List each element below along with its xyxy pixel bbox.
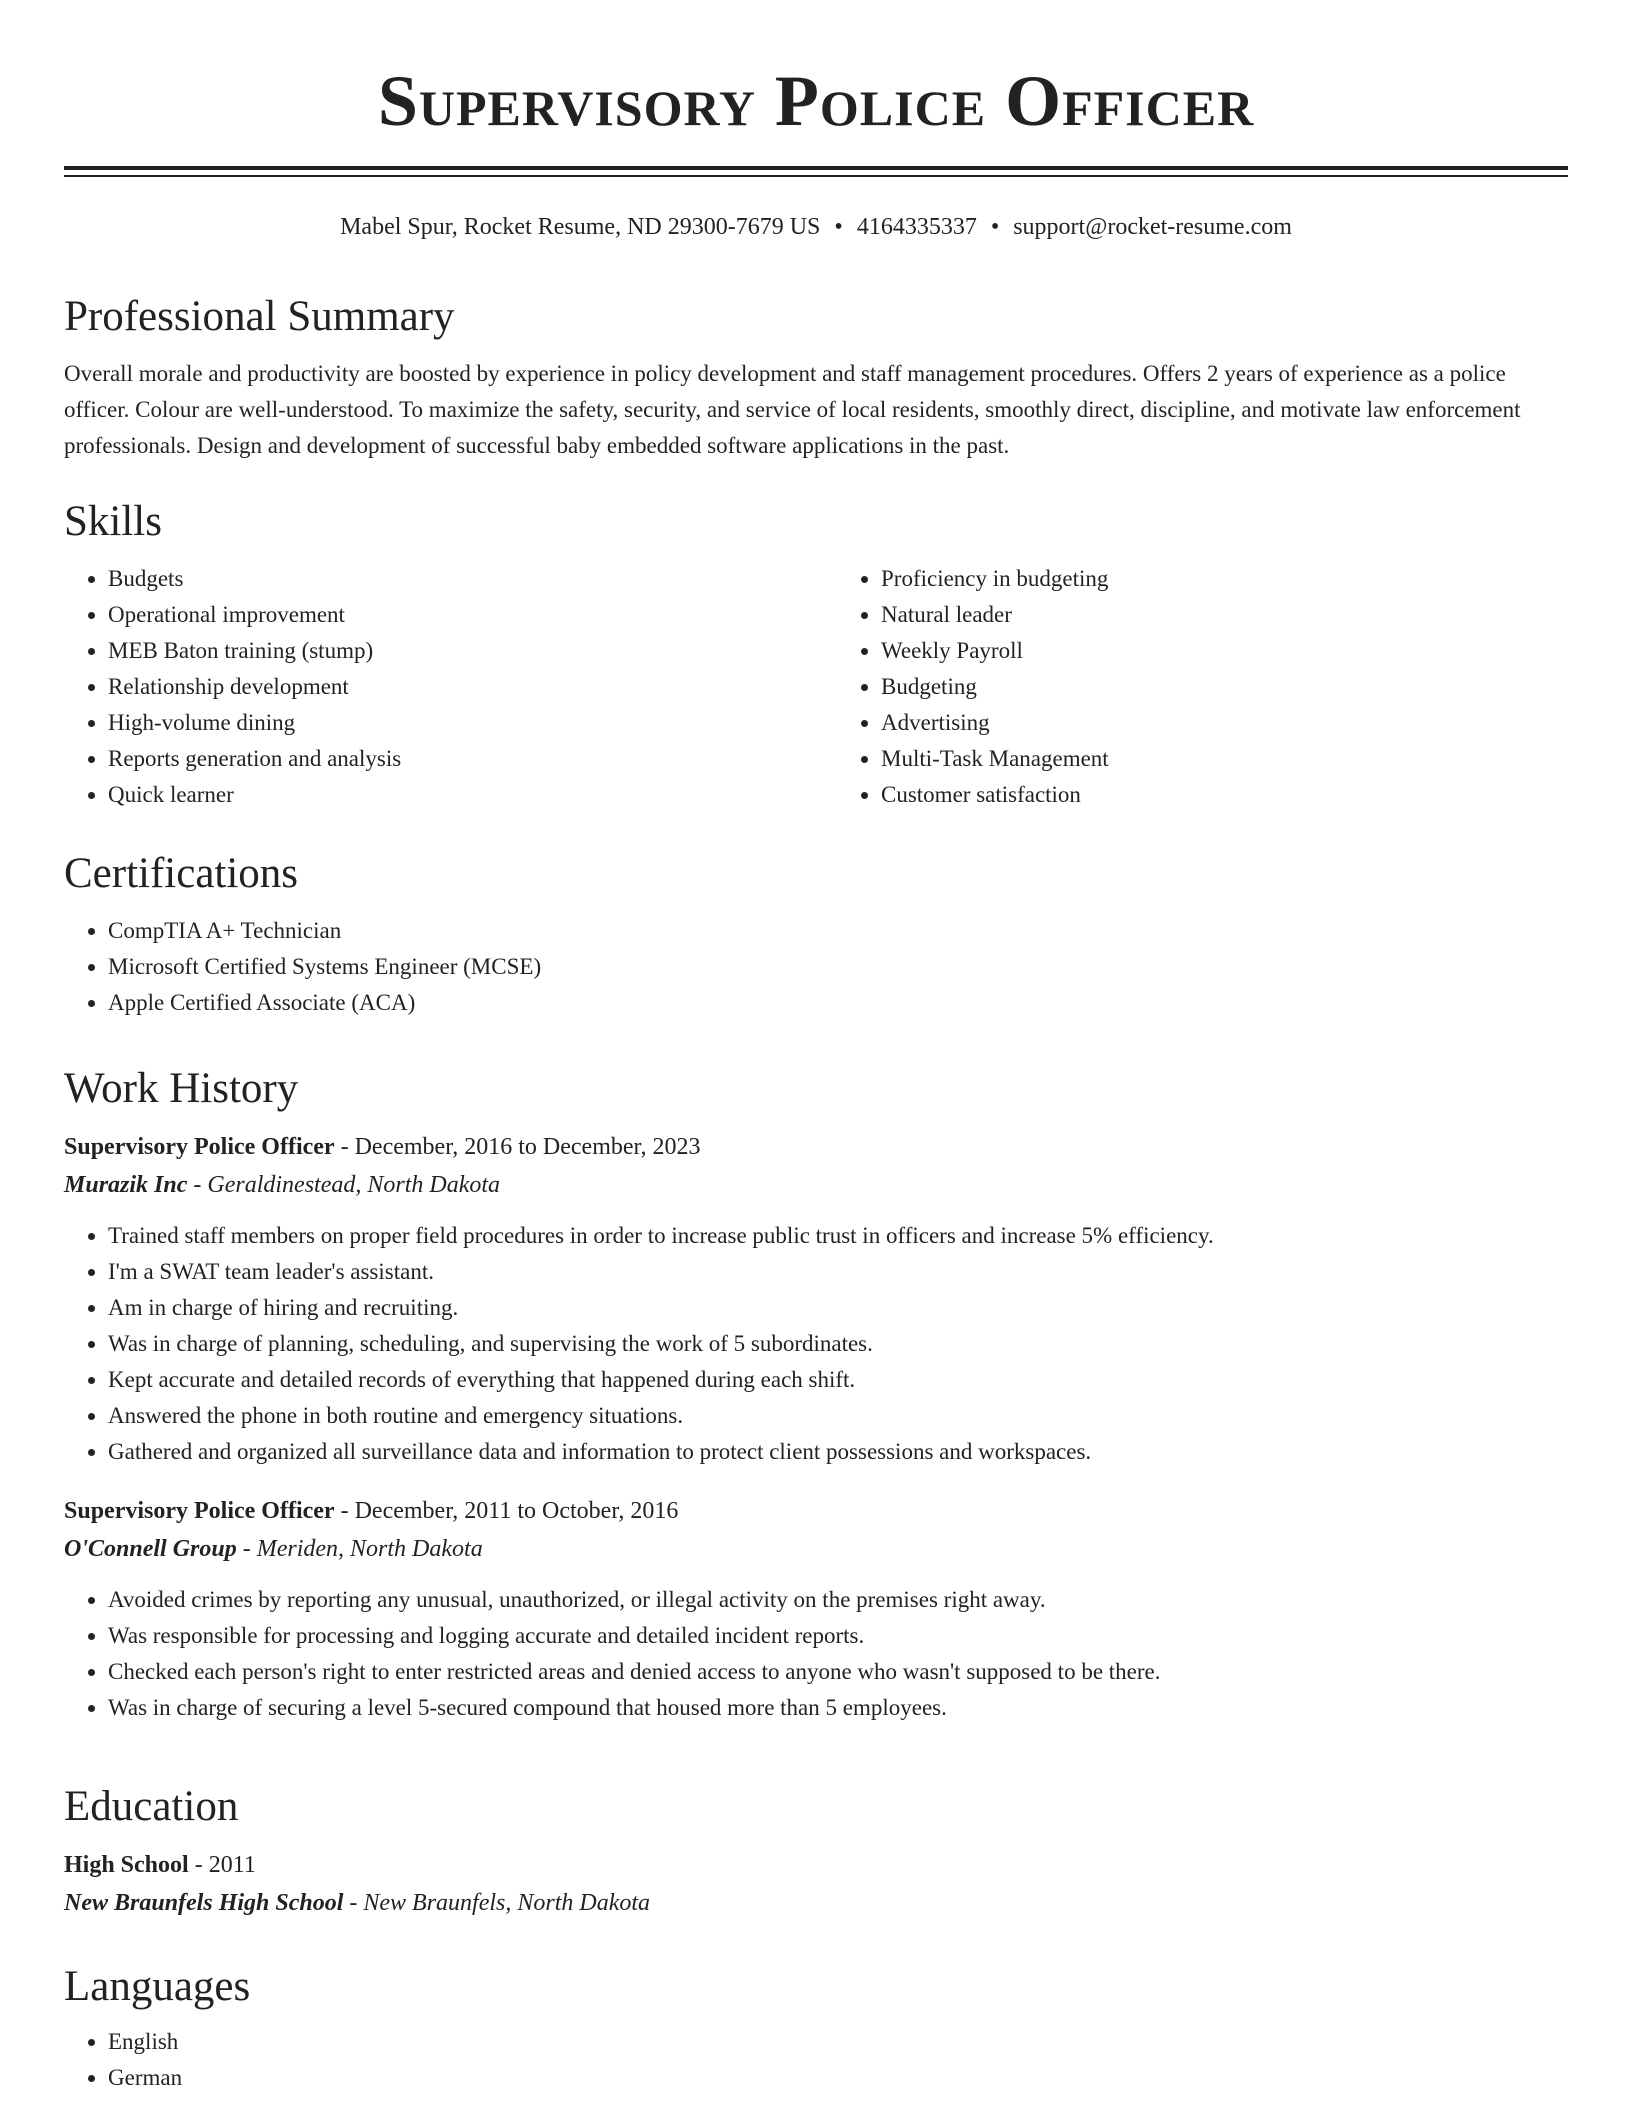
- education-year: 2011: [208, 1852, 256, 1878]
- work-history-heading: Work History: [64, 1065, 299, 1112]
- job-dates: December, 2011 to October, 2016: [354, 1498, 679, 1524]
- job-entry: [64, 1128, 1568, 1470]
- job-title: Supervisory Police Officer: [64, 1498, 335, 1524]
- job-dates: December, 2016 to December, 2023: [354, 1134, 701, 1160]
- list-item: • Avoided crimes by reporting any unusual, unauthorized, or illegal activity on the premises right away.: [108, 1582, 1568, 1618]
- list-item: • Answered the phone in both routine and emergency situations.: [108, 1398, 1568, 1434]
- list-item: • Natural leader: [881, 597, 1568, 633]
- list-item: • Was responsible for processing and logging accurate and detailed incident reports.: [108, 1618, 1568, 1654]
- job-bullets: [64, 1218, 1568, 1470]
- education-location: New Braunfels, North Dakota: [363, 1890, 651, 1916]
- list-item: • CompTIA A+ Technician: [108, 913, 1568, 949]
- job-company-line: Murazik Inc - Geraldinestead, North Dakota: [64, 1172, 501, 1198]
- list-item: • Advertising: [881, 705, 1568, 741]
- job-company: O'Connell Group: [64, 1536, 237, 1562]
- list-item: • Reports generation and analysis: [108, 741, 795, 777]
- job-entry: [64, 1492, 1568, 1726]
- education-section: [64, 1782, 1568, 1922]
- job-location: Geraldinestead, North Dakota: [207, 1172, 501, 1198]
- list-item: • Relationship development: [108, 669, 795, 705]
- education-degree: High School: [64, 1852, 189, 1878]
- education-school: New Braunfels High School: [64, 1890, 344, 1916]
- list-item: • Am in charge of hiring and recruiting.: [108, 1290, 1568, 1326]
- certifications-section: [64, 849, 1568, 1021]
- list-item: • Customer satisfaction: [881, 777, 1568, 813]
- summary-heading: Professional Summary: [64, 293, 455, 340]
- skills-section: [64, 497, 1568, 813]
- list-item: • Microsoft Certified Systems Engineer (MCSE): [108, 949, 1568, 985]
- list-item: • Budgeting: [881, 669, 1568, 705]
- list-item: • Proficiency in budgeting: [881, 561, 1568, 597]
- job-company: Murazik Inc: [64, 1172, 188, 1198]
- list-item: • English: [108, 2024, 1568, 2060]
- skills-list-right: [795, 561, 1568, 813]
- skills-list-left: [64, 561, 795, 813]
- list-item: • Apple Certified Associate (ACA): [108, 985, 1568, 1021]
- list-item: • Trained staff members on proper field procedures in order to increase public trust in officers and increase 5% efficiency.: [108, 1218, 1568, 1254]
- education-degree-line: High School - 2011: [64, 1852, 256, 1878]
- list-item: • Operational improvement: [108, 597, 795, 633]
- list-item: • Weekly Payroll: [881, 633, 1568, 669]
- job-title: Supervisory Police Officer: [64, 1134, 335, 1160]
- job-company-line: O'Connell Group - Meriden, North Dakota: [64, 1536, 483, 1562]
- list-item: • Was in charge of planning, scheduling, and supervising the work of 5 subordinates.: [108, 1326, 1568, 1362]
- contact-email: support@rocket-resume.com: [1013, 214, 1292, 240]
- list-item: • Budgets: [108, 561, 795, 597]
- contact-separator: •: [990, 214, 1000, 240]
- skills-grid: [64, 561, 1568, 813]
- list-item: • Kept accurate and detailed records of everything that happened during each shift.: [108, 1362, 1568, 1398]
- job-bullets: [64, 1582, 1568, 1726]
- job-title-line: Supervisory Police Officer - December, 2016 to December, 2023: [64, 1134, 701, 1160]
- header-divider: [64, 166, 1568, 177]
- contact-separator: •: [834, 214, 843, 240]
- list-item: • Was in charge of securing a level 5-secured compound that housed more than 5 employees.: [108, 1690, 1568, 1726]
- certifications-list: [64, 913, 1568, 1021]
- list-item: • Checked each person's right to enter restricted areas and denied access to anyone who wasn't supposed to be there.: [108, 1654, 1568, 1690]
- list-item: • High-volume dining: [108, 705, 795, 741]
- list-item: • Multi-Task Management: [881, 741, 1568, 777]
- contact-line: [64, 212, 1568, 242]
- list-item: • Quick learner: [108, 777, 795, 813]
- languages-heading: Languages: [64, 1963, 251, 2010]
- summary-text: Overall morale and productivity are boosted by experience in policy development and staff management procedures. Offers 2 years of experience as a police officer. Colour are well-understood. To maximize the safety, security, and service of local residents, smoothly direct, discipline, and motivate law enforcement professionals. Design and development of successful baby embedded software applications in the past.: [64, 361, 1521, 458]
- education-school-line: New Braunfels High School - New Braunfels, North Dakota: [64, 1890, 651, 1916]
- list-item: • Gathered and organized all surveillance data and information to protect client possessions and workspaces.: [108, 1434, 1568, 1470]
- contact-phone: 4164335337: [856, 214, 977, 240]
- education-heading: Education: [64, 1783, 239, 1830]
- certifications-heading: Certifications: [64, 850, 299, 897]
- languages-list: [64, 2024, 1568, 2096]
- list-item: • German: [108, 2060, 1568, 2096]
- summary-section: [64, 292, 1568, 464]
- list-item: • MEB Baton training (stump): [108, 633, 795, 669]
- languages-section: [64, 1962, 1568, 2096]
- job-title-line: Supervisory Police Officer - December, 2011 to October, 2016: [64, 1498, 679, 1524]
- resume-name: Supervisory Police Officer: [377, 61, 1255, 141]
- resume-page: [64, 0, 1568, 2090]
- job-location: Meriden, North Dakota: [256, 1536, 483, 1562]
- contact-address: Mabel Spur, Rocket Resume, ND 29300-7679 US: [340, 214, 821, 240]
- list-item: • I'm a SWAT team leader's assistant.: [108, 1254, 1568, 1290]
- work-history-section: [64, 1064, 1568, 1726]
- skills-heading: Skills: [64, 498, 162, 545]
